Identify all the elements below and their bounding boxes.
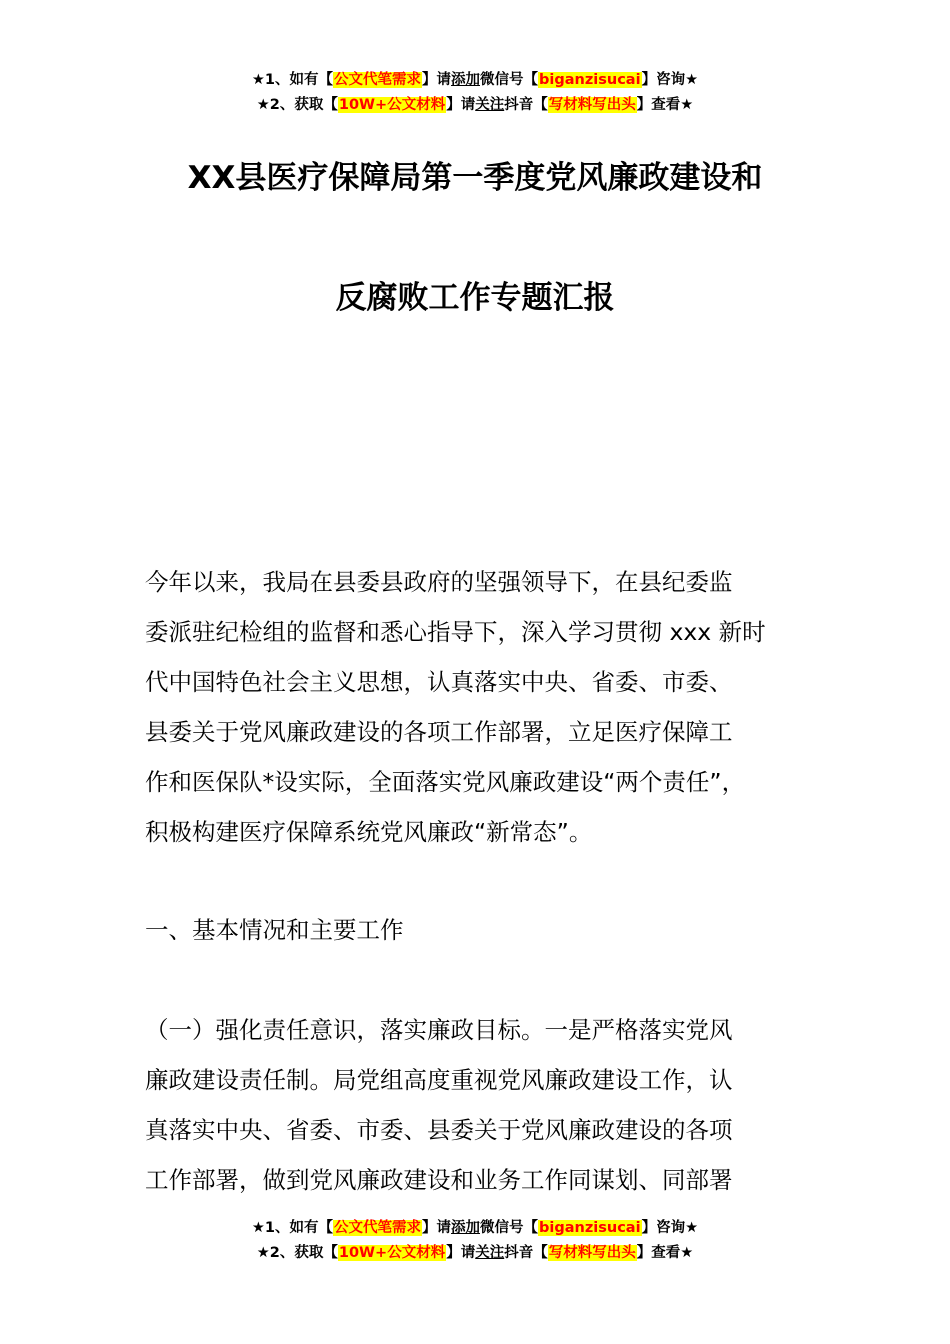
section-heading-text: 一、基本情况和主要工作	[145, 916, 404, 944]
paragraph-line: 作和医保队*设实际，全面落实党风廉政建设“两个责任”，	[145, 768, 746, 796]
notice-text: 微信号【	[480, 72, 539, 88]
notice-emphasis: 关注	[475, 1245, 505, 1261]
header-notice	[0, 68, 950, 118]
notice-text: 】请	[446, 1245, 476, 1261]
notice-text: 微信号【	[480, 1220, 539, 1236]
notice-emphasis: 添加	[451, 1220, 481, 1236]
footer-notice-line-1	[0, 1216, 950, 1241]
notice-highlight: biganzisucai	[539, 72, 641, 88]
notice-text: 抖音【	[504, 97, 548, 113]
notice-emphasis: 关注	[475, 97, 505, 113]
notice-text: 】咨询★	[641, 72, 699, 88]
notice-highlight: 10W+公文材料	[338, 1245, 446, 1261]
notice-highlight: 公文代笔需求	[334, 72, 422, 88]
paragraph-line: 县委关于党风廉政建设的各项工作部署，立足医疗保障工	[145, 718, 733, 746]
notice-text: 】咨询★	[641, 1220, 699, 1236]
section-heading	[145, 905, 825, 955]
notice-text: 抖音【	[504, 1245, 548, 1261]
notice-emphasis: 添加	[451, 72, 481, 88]
notice-text: 】查看★	[636, 1245, 694, 1261]
notice-highlight: 公文代笔需求	[334, 1220, 422, 1236]
notice-highlight: 写材料写出头	[548, 97, 636, 113]
paragraph-line: 真落实中央、省委、市委、县委关于党风廉政建设的各项	[145, 1116, 733, 1144]
notice-highlight: 10W+公文材料	[338, 97, 446, 113]
document-title-line-1: XX县医疗保障局第一季度党风廉政建设和	[187, 160, 763, 196]
paragraph-line: 廉政建设责任制。局党组高度重视党风廉政建设工作，认	[145, 1066, 733, 1094]
document-title-line-2: 反腐败工作专题汇报	[335, 280, 615, 316]
header-notice-line-2	[0, 93, 950, 118]
footer-notice	[0, 1216, 950, 1266]
notice-text: 】请	[422, 72, 452, 88]
paragraph-line: 委派驻纪检组的监督和悉心指导下，深入学习贯彻 xxx 新时	[145, 618, 766, 646]
paragraph-line: 代中国特色社会主义思想，认真落实中央、省委、市委、	[145, 668, 733, 696]
notice-highlight: 写材料写出头	[548, 1245, 636, 1261]
notice-text: 】请	[446, 97, 476, 113]
paragraph-line: （一）强化责任意识，落实廉政目标。一是严格落实党风	[145, 1016, 733, 1044]
notice-text: 】请	[422, 1220, 452, 1236]
notice-text: 】查看★	[636, 97, 694, 113]
header-notice-line-1	[0, 68, 950, 93]
notice-text: ★1、如有【	[251, 1220, 334, 1236]
subsection-paragraph	[145, 1005, 825, 1205]
notice-text: ★2、获取【	[256, 1245, 338, 1261]
paragraph-line: 积极构建医疗保障系统党风廉政“新常态”。	[145, 818, 593, 846]
notice-highlight: biganzisucai	[539, 1220, 641, 1236]
paragraph-line: 工作部署，做到党风廉政建设和业务工作同谋划、同部署	[145, 1166, 733, 1194]
notice-text: ★1、如有【	[251, 72, 334, 88]
notice-text: ★2、获取【	[256, 97, 338, 113]
intro-paragraph	[145, 557, 825, 857]
paragraph-line: 今年以来，我局在县委县政府的坚强领导下，在县纪委监	[145, 568, 733, 596]
footer-notice-line-2	[0, 1241, 950, 1266]
